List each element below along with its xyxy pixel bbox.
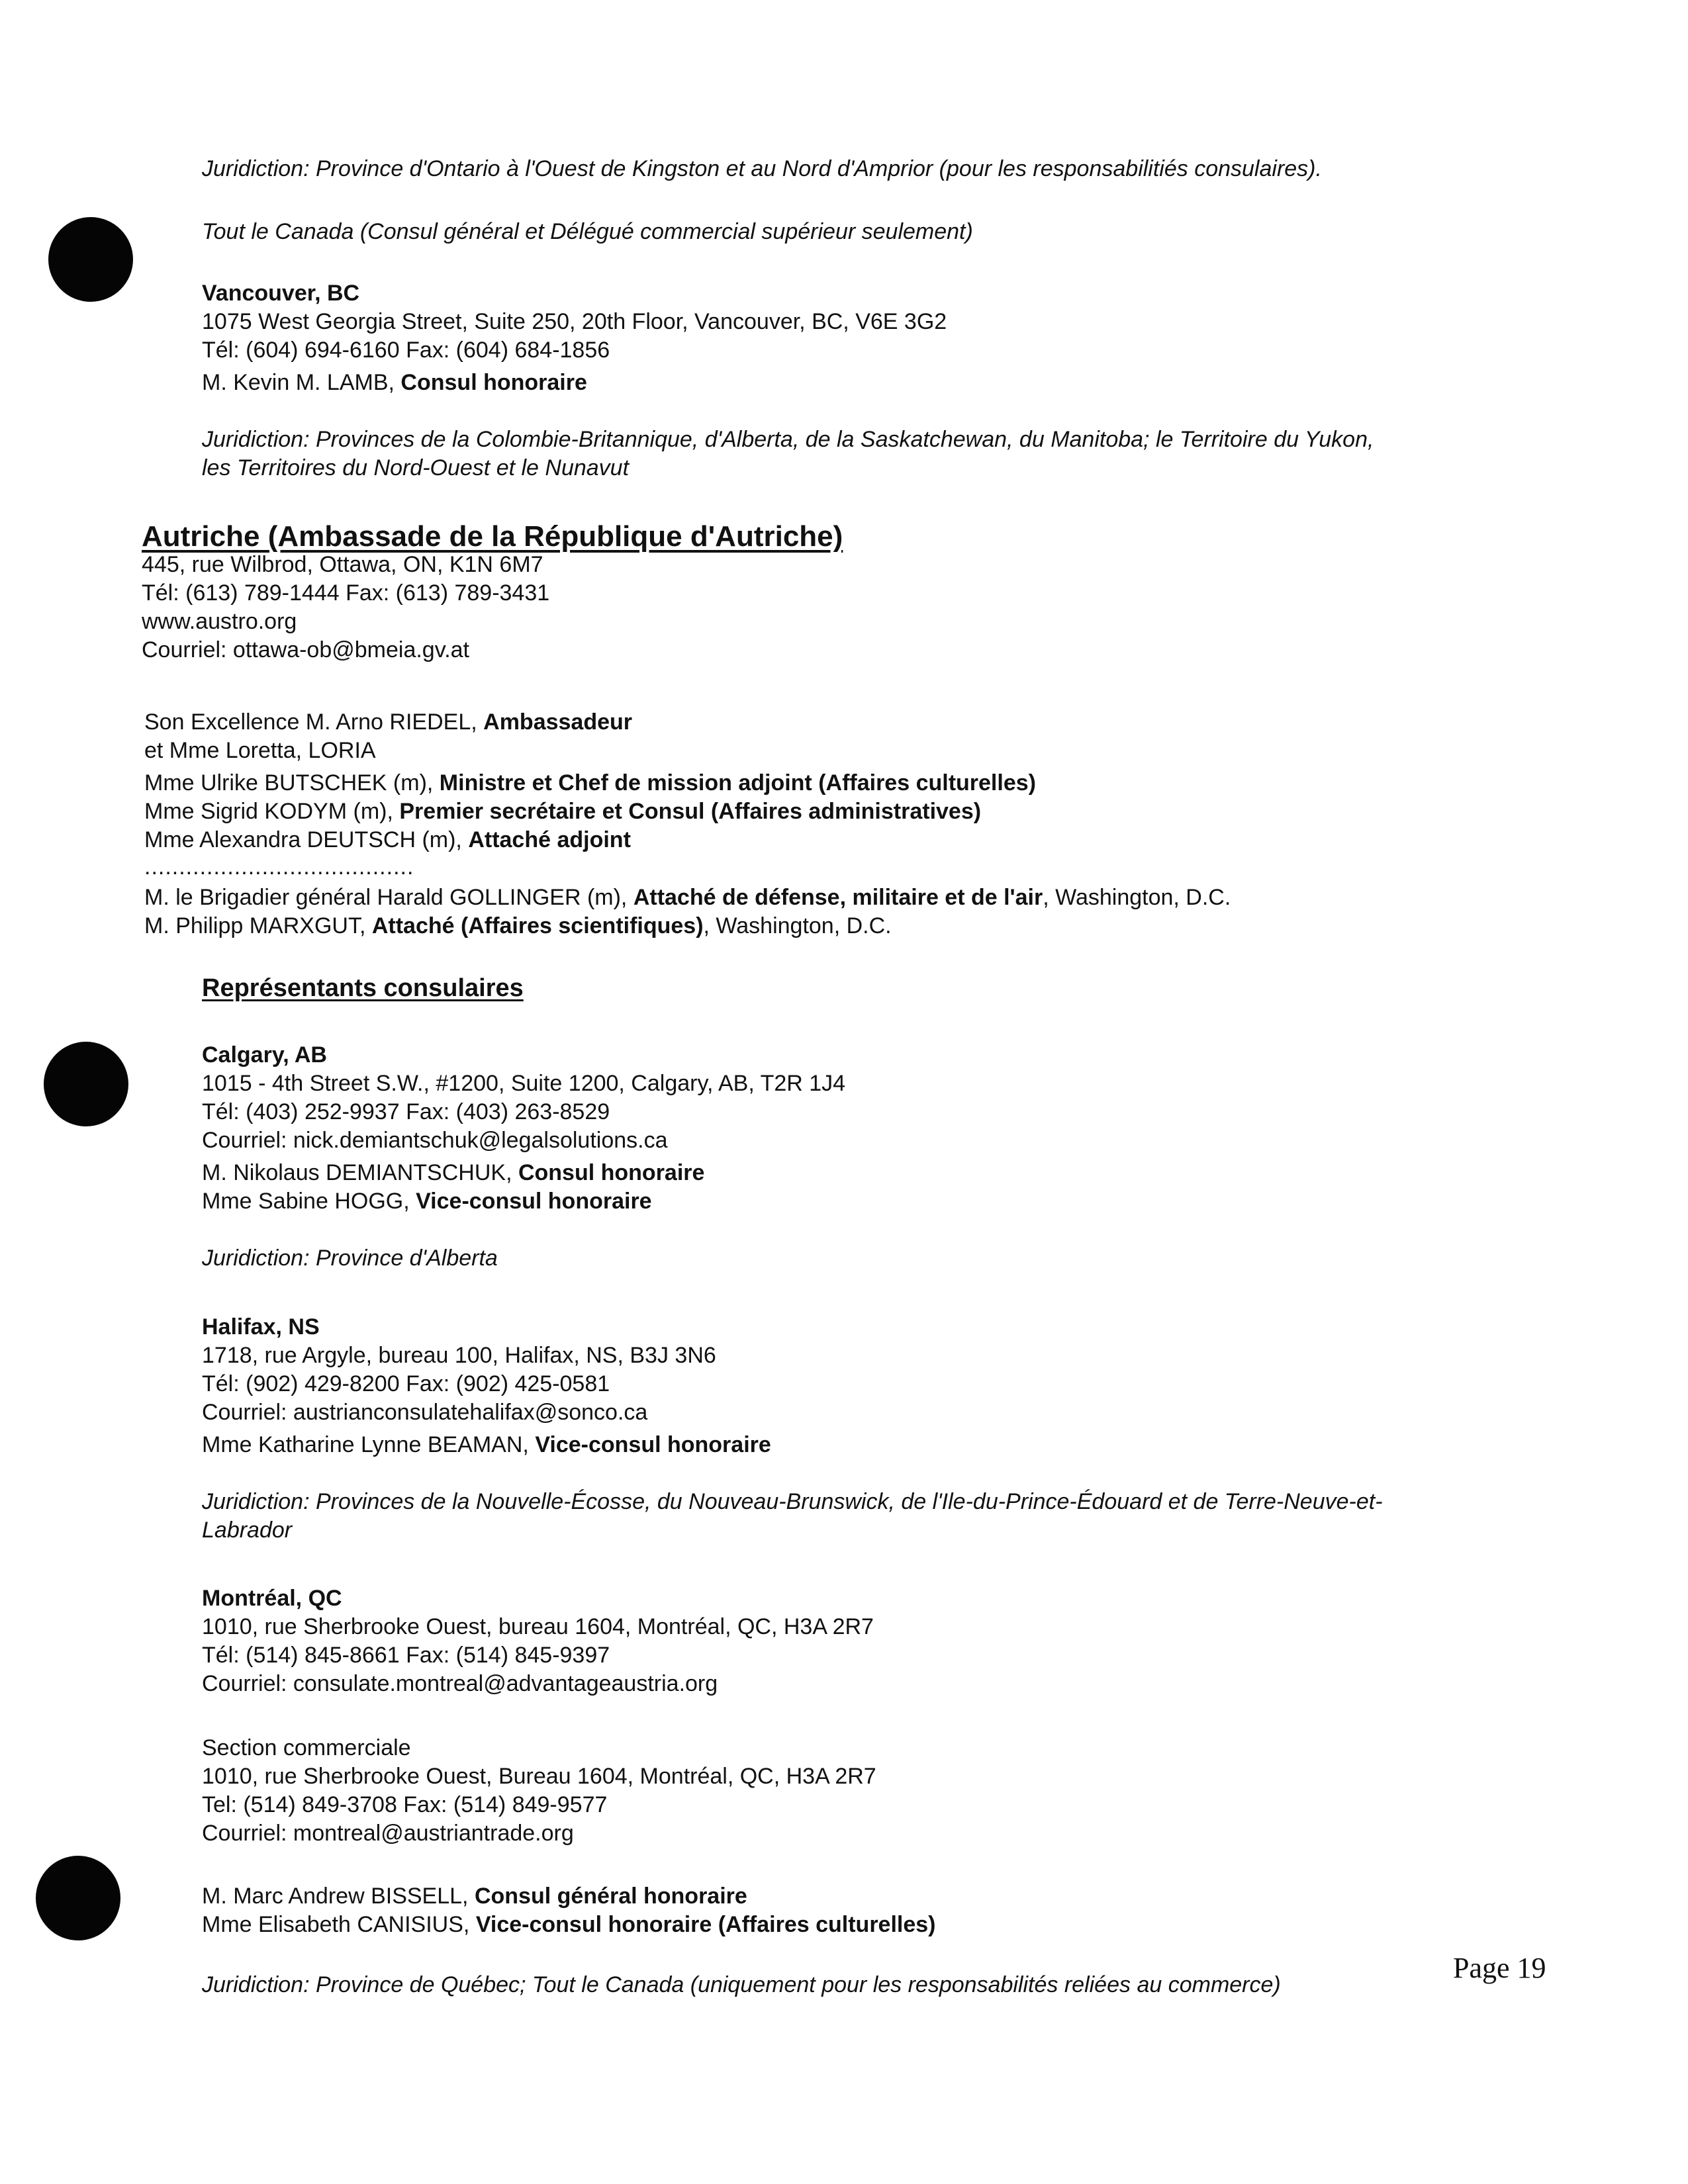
staff-title: Ministre et Chef de mission adjoint (Affaires culturelles) (439, 770, 1036, 796)
person-name: Mme Katharine Lynne BEAMAN, (202, 1432, 529, 1457)
vancouver-section (202, 279, 1374, 482)
montreal-section (202, 1584, 1281, 1999)
phone-fax: Tél: (403) 252-9937 Fax: (403) 263-8529 (202, 1099, 610, 1124)
email[interactable]: Courriel: consulate.montreal@advantageaustria.org (202, 1671, 718, 1696)
staff-name: Mme Sigrid KODYM (m), (144, 799, 393, 824)
washington-staff-row (144, 912, 1231, 940)
staff-title: Premier secrétaire et Consul (Affaires administratives) (399, 799, 982, 824)
punch-hole-top (48, 217, 133, 302)
person-name: M. Nikolaus DEMIANTSCHUK, (202, 1160, 512, 1185)
embassy-website[interactable]: www.austro.org (142, 609, 297, 634)
embassy-address: 445, rue Wilbrod, Ottawa, ON, K1N 6M7 (142, 552, 543, 577)
person (202, 1159, 845, 1187)
commercial-email[interactable]: Courriel: montreal@austriantrade.org (202, 1821, 574, 1846)
staff-name: M. le Brigadier général Harald GOLLINGER (m), (144, 885, 628, 910)
staff-name: M. Philipp MARXGUT, (144, 913, 366, 938)
email[interactable]: Courriel: austrianconsulatehalifax@sonco.ca (202, 1400, 648, 1425)
embassy-phone-fax: Tél: (613) 789-1444 Fax: (613) 789-3431 (142, 580, 550, 606)
jurisdiction-ottawa: Juridiction: Province d'Ontario à l'Ouest de Kingston et au Nord d'Amprior (pour les responsabilitiés consulaires). (202, 156, 1322, 181)
person-title: Vice-consul honoraire (535, 1432, 771, 1457)
phone-fax: Tél: (902) 429-8200 Fax: (902) 425-0581 (202, 1371, 610, 1396)
person (202, 369, 1374, 397)
staff-name: Son Excellence M. Arno RIEDEL, (144, 709, 477, 735)
person-name: M. Marc Andrew BISSELL, (202, 1884, 469, 1909)
city-heading: Halifax, NS (202, 1314, 320, 1340)
commercial-address: 1010, rue Sherbrooke Ouest, Bureau 1604, Montréal, QC, H3A 2R7 (202, 1764, 876, 1789)
person (202, 1882, 1281, 1911)
person-title: Vice-consul honoraire (416, 1189, 652, 1214)
address: 1718, rue Argyle, bureau 100, Halifax, NS, B3J 3N6 (202, 1343, 716, 1368)
staff-row (144, 708, 1231, 737)
staff-name: Mme Ulrike BUTSCHEK (m), (144, 770, 434, 796)
punch-hole-bottom (36, 1856, 120, 1940)
washington-staff-row (144, 884, 1231, 912)
staff-row (144, 797, 1231, 826)
jurisdiction-cont: les Territoires du Nord-Ouest et le Nunavut (202, 455, 630, 480)
staff-title: Attaché (Affaires scientifiques) (371, 913, 704, 938)
consular-heading: Représentants consulaires (202, 974, 524, 1002)
embassy-email[interactable]: Courriel: ottawa-ob@bmeia.gv.at (142, 637, 469, 662)
phone-fax: Tél: (604) 694-6160 Fax: (604) 684-1856 (202, 338, 610, 363)
staff-list (144, 708, 1231, 940)
staff-location: , Washington, D.C. (1043, 885, 1231, 910)
city-heading: Montréal, QC (202, 1586, 342, 1611)
address: 1010, rue Sherbrooke Ouest, bureau 1604, Montréal, QC, H3A 2R7 (202, 1614, 874, 1639)
staff-row (144, 826, 1231, 854)
staff-title: Attaché de défense, militaire et de l'air (633, 885, 1043, 910)
person (202, 1187, 845, 1216)
staff-name: et Mme Loretta, LORIA (144, 738, 376, 763)
person-name: Mme Sabine HOGG, (202, 1189, 410, 1214)
commercial-label: Section commerciale (202, 1735, 411, 1760)
jurisdiction: Juridiction: Provinces de la Colombie-Britannique, d'Alberta, de la Saskatchewan, du Manitoba; le Territoire du Yukon, (202, 427, 1374, 452)
person (202, 1911, 1281, 1939)
page-number: Page 19 (1453, 1952, 1546, 1984)
jurisdiction: Juridiction: Province d'Alberta (202, 1246, 498, 1271)
staff-row (144, 737, 1231, 765)
person-title: Consul général honoraire (474, 1884, 747, 1909)
city-heading: Vancouver, BC (202, 281, 360, 306)
embassy-section (142, 519, 843, 664)
calgary-section (202, 1041, 845, 1273)
halifax-section (202, 1313, 1383, 1545)
jurisdiction: Juridiction: Provinces de la Nouvelle-Écosse, du Nouveau-Brunswick, de l'Ile-du-Prince-Édouard et de Terre-Neuve-et- (202, 1489, 1383, 1514)
jurisdiction-cont: Labrador (202, 1518, 293, 1543)
commercial-phone-fax: Tel: (514) 849-3708 Fax: (514) 849-9577 (202, 1792, 608, 1817)
city-heading: Calgary, AB (202, 1042, 327, 1068)
phone-fax: Tél: (514) 845-8661 Fax: (514) 845-9397 (202, 1643, 610, 1668)
staff-title: Ambassadeur (483, 709, 633, 735)
person-title: Vice-consul honoraire (Affaires culturelles) (475, 1912, 936, 1937)
staff-row (144, 769, 1231, 797)
jurisdiction: Juridiction: Province de Québec; Tout le Canada (uniquement pour les responsabilités reliées au commerce) (202, 1972, 1281, 1997)
staff-name: Mme Alexandra DEUTSCH (m), (144, 827, 462, 852)
person (202, 1431, 1383, 1459)
address: 1015 - 4th Street S.W., #1200, Suite 1200, Calgary, AB, T2R 1J4 (202, 1071, 846, 1096)
address: 1075 West Georgia Street, Suite 250, 20th Floor, Vancouver, BC, V6E 3G2 (202, 309, 947, 334)
staff-location: , Washington, D.C. (703, 913, 892, 938)
person-name: Mme Elisabeth CANISIUS, (202, 1912, 470, 1937)
person-title: Consul honoraire (518, 1160, 705, 1185)
staff-title: Attaché adjoint (468, 827, 631, 852)
separator-dots: ....................................... (144, 854, 414, 880)
person-name: M. Kevin M. LAMB, (202, 370, 395, 395)
punch-hole-middle (44, 1042, 128, 1126)
person-title: Consul honoraire (400, 370, 587, 395)
email[interactable]: Courriel: nick.demiantschuk@legalsolutions.ca (202, 1128, 668, 1153)
all-canada-note: Tout le Canada (Consul général et Délégué commercial supérieur seulement) (202, 219, 973, 244)
embassy-heading: Autriche (Ambassade de la République d'Autriche) (142, 520, 843, 553)
